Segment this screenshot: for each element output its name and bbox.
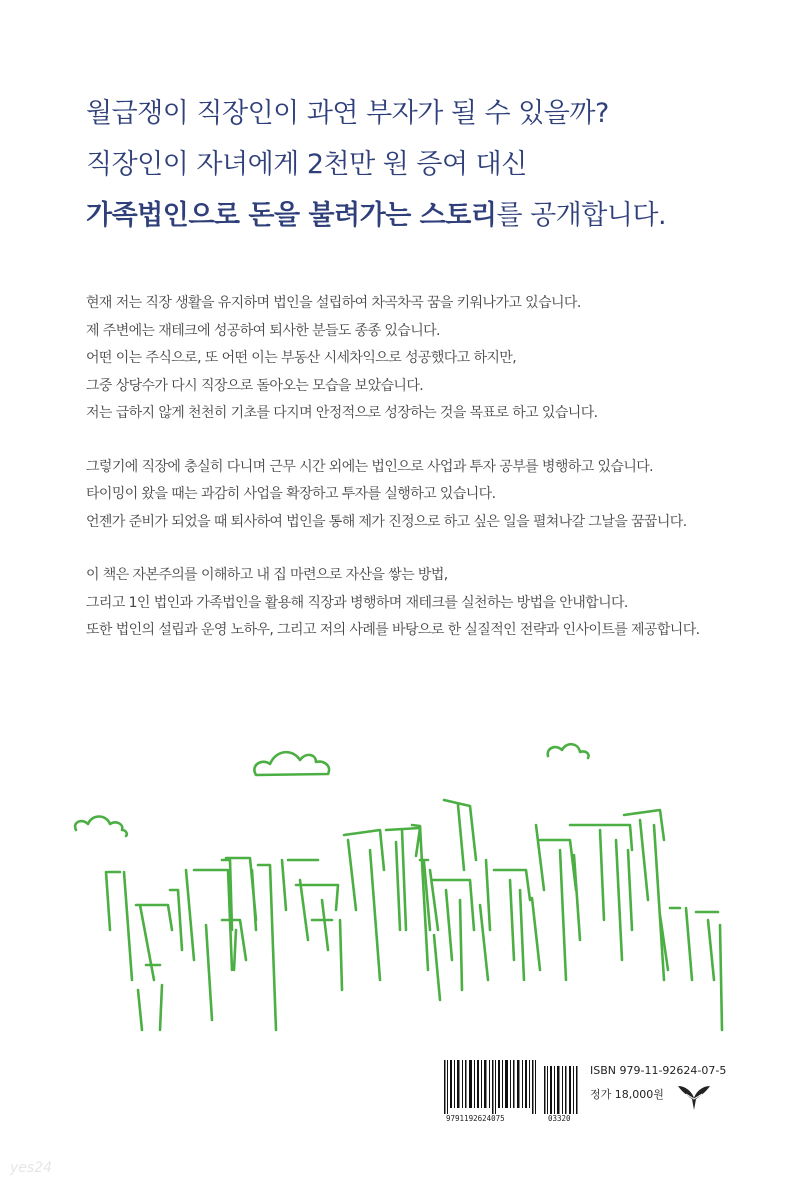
city-skyline-illustration xyxy=(0,730,800,1050)
barcode-addon: 03320 xyxy=(548,1114,571,1123)
barcode-digits: 9791192624075 xyxy=(446,1114,505,1123)
paragraph-line: 타이밍이 왔을 때는 과감히 사업을 확장하고 투자를 실행하고 있습니다. xyxy=(86,486,496,502)
barcode xyxy=(444,1060,578,1114)
building-outline xyxy=(444,800,476,870)
paragraph-3 xyxy=(86,562,699,645)
cloud-icon xyxy=(254,752,329,775)
publisher-logo-icon xyxy=(676,1082,712,1112)
headline-line-1: 월급쟁이 직장인이 과연 부자가 될 수 있을까? xyxy=(86,98,609,129)
paragraph-line: 그렇기에 직장에 충실히 다니며 근무 시간 외에는 법인으로 사업과 투자 공부를 병행하고 있습니다. xyxy=(86,458,654,475)
building-outline xyxy=(660,908,722,1030)
headline-line-2: 직장인이 자녀에게 2천만 원 증여 대신 xyxy=(86,149,527,180)
building-outline xyxy=(486,860,540,980)
paragraph-line: 또한 법인의 설립과 운영 노하우, 그리고 저의 사례를 바탕으로 한 실질적인 전략과 인사이트를 제공합니다. xyxy=(86,622,700,638)
headline xyxy=(86,88,666,241)
paragraph-line: 그리고 1인 법인과 가족법인을 활용해 직장과 병행하며 재테크를 실천하는 방법을 안내합니다. xyxy=(86,594,628,611)
body-text xyxy=(86,290,699,671)
cloud-icon xyxy=(75,817,127,837)
headline-emphasis: 가족법인으로 돈을 불려가는 스토리 xyxy=(86,200,497,231)
paragraph-line: 어떤 이는 주식으로, 또 어떤 이는 부동산 시세차익으로 성공했다고 하지만, xyxy=(86,350,517,366)
paragraph-1 xyxy=(86,290,699,428)
paragraph-line: 언젠가 준비가 되었을 때 퇴사하여 법인을 통해 제가 진정으로 하고 싶은 일을 펼쳐나갈 그날을 꿈꿉니다. xyxy=(86,513,687,530)
price: 정가 18,000원 xyxy=(590,1088,664,1101)
building-outline xyxy=(344,828,420,980)
paragraph-line: 저는 급하지 않게 천천히 기초를 다지며 안정적으로 성장하는 것을 목표로 하고 있습니다. xyxy=(86,405,598,421)
building-outline xyxy=(536,825,580,980)
headline-line-3-rest: 를 공개합니다. xyxy=(496,200,667,231)
paragraph-line: 그중 상당수가 다시 직장으로 돌아오는 모습을 보았습니다. xyxy=(86,377,424,394)
paragraph-line: 이 책은 자본주의를 이해하고 내 집 마련으로 자산을 쌓는 방법, xyxy=(86,567,448,583)
building-outline xyxy=(170,870,246,1020)
paragraph-2 xyxy=(86,454,699,537)
isbn-number: ISBN 979-11-92624-07-5 xyxy=(590,1064,727,1077)
cloud-icon xyxy=(548,744,589,758)
building-outline xyxy=(282,860,342,990)
paragraph-line: 제 주변에는 재테크에 성공하여 퇴사한 분들도 종종 있습니다. xyxy=(86,322,440,339)
watermark: yes24 xyxy=(10,1160,53,1176)
headline-line-3 xyxy=(86,190,666,241)
building-outline xyxy=(106,872,172,1030)
paragraph-line: 현재 저는 직장 생활을 유지하며 법인을 설립하여 차곡차곡 꿈을 키워나가고 있습니다. xyxy=(86,295,581,311)
